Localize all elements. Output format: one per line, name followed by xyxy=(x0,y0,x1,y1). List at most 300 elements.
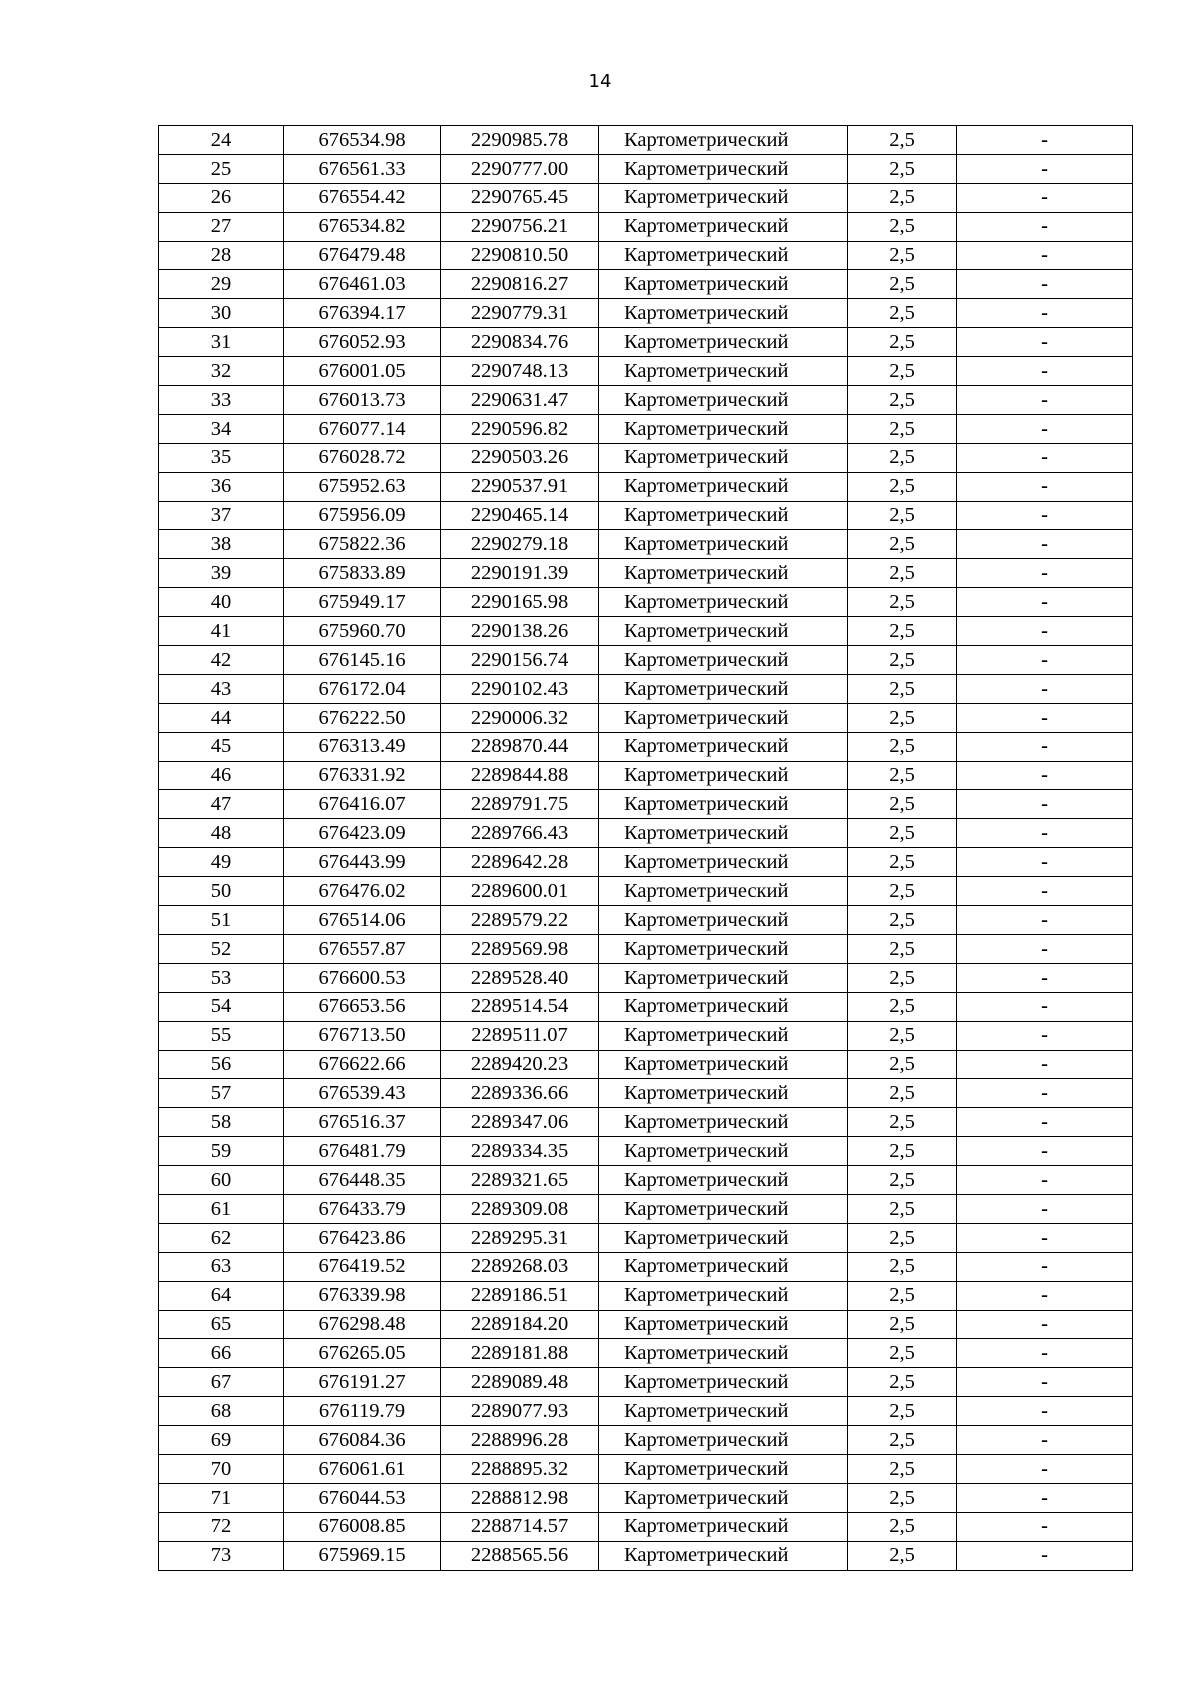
table-row xyxy=(159,646,1133,675)
method-cell: Картометрический xyxy=(599,703,848,732)
x-coordinate-cell: 676557.87 xyxy=(284,934,441,963)
point-number-cell: 47 xyxy=(159,790,284,819)
note-cell: - xyxy=(957,790,1133,819)
note-cell: - xyxy=(957,1021,1133,1050)
point-number-cell: 53 xyxy=(159,963,284,992)
y-coordinate-cell: 2289579.22 xyxy=(441,906,599,935)
table-row xyxy=(159,1397,1133,1426)
note-cell: - xyxy=(957,472,1133,501)
table-row xyxy=(159,877,1133,906)
note-cell: - xyxy=(957,761,1133,790)
note-cell: - xyxy=(957,328,1133,357)
y-coordinate-cell: 2289186.51 xyxy=(441,1281,599,1310)
note-cell: - xyxy=(957,1397,1133,1426)
method-cell: Картометрический xyxy=(599,443,848,472)
x-coordinate-cell: 676416.07 xyxy=(284,790,441,819)
coordinates-table xyxy=(158,125,1133,1571)
note-cell: - xyxy=(957,588,1133,617)
y-coordinate-cell: 2290985.78 xyxy=(441,126,599,155)
point-number-cell: 68 xyxy=(159,1397,284,1426)
point-number-cell: 51 xyxy=(159,906,284,935)
x-coordinate-cell: 676044.53 xyxy=(284,1483,441,1512)
x-coordinate-cell: 676145.16 xyxy=(284,646,441,675)
x-coordinate-cell: 676554.42 xyxy=(284,183,441,212)
x-coordinate-cell: 676516.37 xyxy=(284,1108,441,1137)
x-coordinate-cell: 676423.86 xyxy=(284,1223,441,1252)
point-number-cell: 48 xyxy=(159,819,284,848)
table-row xyxy=(159,212,1133,241)
x-coordinate-cell: 676052.93 xyxy=(284,328,441,357)
method-cell: Картометрический xyxy=(599,963,848,992)
point-number-cell: 46 xyxy=(159,761,284,790)
table-row xyxy=(159,1166,1133,1195)
y-coordinate-cell: 2290779.31 xyxy=(441,299,599,328)
point-number-cell: 41 xyxy=(159,617,284,646)
table-row xyxy=(159,761,1133,790)
point-number-cell: 55 xyxy=(159,1021,284,1050)
accuracy-cell: 2,5 xyxy=(848,299,957,328)
method-cell: Картометрический xyxy=(599,241,848,270)
table-row xyxy=(159,270,1133,299)
method-cell: Картометрический xyxy=(599,588,848,617)
note-cell: - xyxy=(957,1281,1133,1310)
accuracy-cell: 2,5 xyxy=(848,357,957,386)
y-coordinate-cell: 2288812.98 xyxy=(441,1483,599,1512)
accuracy-cell: 2,5 xyxy=(848,154,957,183)
note-cell: - xyxy=(957,126,1133,155)
table-row xyxy=(159,559,1133,588)
accuracy-cell: 2,5 xyxy=(848,386,957,415)
table-row xyxy=(159,617,1133,646)
note-cell: - xyxy=(957,1310,1133,1339)
table-row xyxy=(159,357,1133,386)
note-cell: - xyxy=(957,1252,1133,1281)
table-row xyxy=(159,443,1133,472)
accuracy-cell: 2,5 xyxy=(848,1021,957,1050)
y-coordinate-cell: 2289642.28 xyxy=(441,848,599,877)
x-coordinate-cell: 676443.99 xyxy=(284,848,441,877)
method-cell: Картометрический xyxy=(599,646,848,675)
accuracy-cell: 2,5 xyxy=(848,1137,957,1166)
table-row xyxy=(159,934,1133,963)
accuracy-cell: 2,5 xyxy=(848,1223,957,1252)
y-coordinate-cell: 2290102.43 xyxy=(441,674,599,703)
note-cell: - xyxy=(957,1108,1133,1137)
y-coordinate-cell: 2289077.93 xyxy=(441,1397,599,1426)
note-cell: - xyxy=(957,559,1133,588)
method-cell: Картометрический xyxy=(599,617,848,646)
accuracy-cell: 2,5 xyxy=(848,617,957,646)
y-coordinate-cell: 2290465.14 xyxy=(441,501,599,530)
y-coordinate-cell: 2289420.23 xyxy=(441,1050,599,1079)
point-number-cell: 57 xyxy=(159,1079,284,1108)
method-cell: Картометрический xyxy=(599,212,848,241)
method-cell: Картометрический xyxy=(599,357,848,386)
point-number-cell: 52 xyxy=(159,934,284,963)
method-cell: Картометрический xyxy=(599,790,848,819)
y-coordinate-cell: 2290279.18 xyxy=(441,530,599,559)
point-number-cell: 62 xyxy=(159,1223,284,1252)
table-row xyxy=(159,1281,1133,1310)
point-number-cell: 37 xyxy=(159,501,284,530)
point-number-cell: 59 xyxy=(159,1137,284,1166)
x-coordinate-cell: 676448.35 xyxy=(284,1166,441,1195)
point-number-cell: 43 xyxy=(159,674,284,703)
method-cell: Картометрический xyxy=(599,414,848,443)
method-cell: Картометрический xyxy=(599,848,848,877)
accuracy-cell: 2,5 xyxy=(848,1368,957,1397)
point-number-cell: 70 xyxy=(159,1454,284,1483)
method-cell: Картометрический xyxy=(599,1512,848,1541)
point-number-cell: 72 xyxy=(159,1512,284,1541)
x-coordinate-cell: 676222.50 xyxy=(284,703,441,732)
accuracy-cell: 2,5 xyxy=(848,1483,957,1512)
x-coordinate-cell: 675949.17 xyxy=(284,588,441,617)
note-cell: - xyxy=(957,183,1133,212)
method-cell: Картометрический xyxy=(599,1108,848,1137)
point-number-cell: 34 xyxy=(159,414,284,443)
point-number-cell: 32 xyxy=(159,357,284,386)
accuracy-cell: 2,5 xyxy=(848,963,957,992)
method-cell: Картометрический xyxy=(599,270,848,299)
method-cell: Картометрический xyxy=(599,877,848,906)
point-number-cell: 24 xyxy=(159,126,284,155)
table-row xyxy=(159,1541,1133,1570)
x-coordinate-cell: 676013.73 xyxy=(284,386,441,415)
note-cell: - xyxy=(957,241,1133,270)
method-cell: Картометрический xyxy=(599,1339,848,1368)
y-coordinate-cell: 2290596.82 xyxy=(441,414,599,443)
x-coordinate-cell: 676481.79 xyxy=(284,1137,441,1166)
y-coordinate-cell: 2290138.26 xyxy=(441,617,599,646)
accuracy-cell: 2,5 xyxy=(848,530,957,559)
x-coordinate-cell: 676298.48 xyxy=(284,1310,441,1339)
table-row xyxy=(159,1050,1133,1079)
method-cell: Картометрический xyxy=(599,1310,848,1339)
x-coordinate-cell: 676423.09 xyxy=(284,819,441,848)
point-number-cell: 31 xyxy=(159,328,284,357)
accuracy-cell: 2,5 xyxy=(848,270,957,299)
y-coordinate-cell: 2290156.74 xyxy=(441,646,599,675)
method-cell: Картометрический xyxy=(599,386,848,415)
method-cell: Картометрический xyxy=(599,732,848,761)
table-row xyxy=(159,1339,1133,1368)
x-coordinate-cell: 676622.66 xyxy=(284,1050,441,1079)
note-cell: - xyxy=(957,1426,1133,1455)
y-coordinate-cell: 2290777.00 xyxy=(441,154,599,183)
method-cell: Картометрический xyxy=(599,1454,848,1483)
table-row xyxy=(159,1454,1133,1483)
point-number-cell: 35 xyxy=(159,443,284,472)
x-coordinate-cell: 676433.79 xyxy=(284,1194,441,1223)
point-number-cell: 65 xyxy=(159,1310,284,1339)
x-coordinate-cell: 676514.06 xyxy=(284,906,441,935)
method-cell: Картометрический xyxy=(599,328,848,357)
y-coordinate-cell: 2290765.45 xyxy=(441,183,599,212)
y-coordinate-cell: 2289514.54 xyxy=(441,992,599,1021)
table-row xyxy=(159,299,1133,328)
point-number-cell: 71 xyxy=(159,1483,284,1512)
accuracy-cell: 2,5 xyxy=(848,1166,957,1195)
table-row xyxy=(159,848,1133,877)
method-cell: Картометрический xyxy=(599,299,848,328)
point-number-cell: 67 xyxy=(159,1368,284,1397)
note-cell: - xyxy=(957,1079,1133,1108)
table-row xyxy=(159,1252,1133,1281)
accuracy-cell: 2,5 xyxy=(848,877,957,906)
method-cell: Картометрический xyxy=(599,1281,848,1310)
table-row xyxy=(159,1194,1133,1223)
table-row xyxy=(159,501,1133,530)
table-row xyxy=(159,906,1133,935)
method-cell: Картометрический xyxy=(599,126,848,155)
method-cell: Картометрический xyxy=(599,1397,848,1426)
y-coordinate-cell: 2288895.32 xyxy=(441,1454,599,1483)
method-cell: Картометрический xyxy=(599,501,848,530)
table-row xyxy=(159,1079,1133,1108)
point-number-cell: 64 xyxy=(159,1281,284,1310)
x-coordinate-cell: 676061.61 xyxy=(284,1454,441,1483)
table-row xyxy=(159,530,1133,559)
y-coordinate-cell: 2290834.76 xyxy=(441,328,599,357)
point-number-cell: 69 xyxy=(159,1426,284,1455)
y-coordinate-cell: 2289766.43 xyxy=(441,819,599,848)
accuracy-cell: 2,5 xyxy=(848,1310,957,1339)
x-coordinate-cell: 676534.98 xyxy=(284,126,441,155)
method-cell: Картометрический xyxy=(599,1483,848,1512)
x-coordinate-cell: 676191.27 xyxy=(284,1368,441,1397)
y-coordinate-cell: 2290165.98 xyxy=(441,588,599,617)
table-row xyxy=(159,1426,1133,1455)
y-coordinate-cell: 2289569.98 xyxy=(441,934,599,963)
x-coordinate-cell: 676394.17 xyxy=(284,299,441,328)
x-coordinate-cell: 676713.50 xyxy=(284,1021,441,1050)
method-cell: Картометрический xyxy=(599,1252,848,1281)
note-cell: - xyxy=(957,154,1133,183)
accuracy-cell: 2,5 xyxy=(848,1397,957,1426)
y-coordinate-cell: 2289336.66 xyxy=(441,1079,599,1108)
x-coordinate-cell: 676028.72 xyxy=(284,443,441,472)
table-row xyxy=(159,386,1133,415)
method-cell: Картометрический xyxy=(599,154,848,183)
table-row xyxy=(159,183,1133,212)
x-coordinate-cell: 676561.33 xyxy=(284,154,441,183)
note-cell: - xyxy=(957,530,1133,559)
note-cell: - xyxy=(957,1339,1133,1368)
y-coordinate-cell: 2288714.57 xyxy=(441,1512,599,1541)
note-cell: - xyxy=(957,1368,1133,1397)
table-row xyxy=(159,790,1133,819)
accuracy-cell: 2,5 xyxy=(848,732,957,761)
accuracy-cell: 2,5 xyxy=(848,646,957,675)
point-number-cell: 40 xyxy=(159,588,284,617)
y-coordinate-cell: 2290748.13 xyxy=(441,357,599,386)
y-coordinate-cell: 2290503.26 xyxy=(441,443,599,472)
y-coordinate-cell: 2288996.28 xyxy=(441,1426,599,1455)
accuracy-cell: 2,5 xyxy=(848,1454,957,1483)
method-cell: Картометрический xyxy=(599,1368,848,1397)
y-coordinate-cell: 2289334.35 xyxy=(441,1137,599,1166)
method-cell: Картометрический xyxy=(599,819,848,848)
point-number-cell: 56 xyxy=(159,1050,284,1079)
accuracy-cell: 2,5 xyxy=(848,1512,957,1541)
accuracy-cell: 2,5 xyxy=(848,501,957,530)
accuracy-cell: 2,5 xyxy=(848,1079,957,1108)
note-cell: - xyxy=(957,1454,1133,1483)
method-cell: Картометрический xyxy=(599,183,848,212)
y-coordinate-cell: 2288565.56 xyxy=(441,1541,599,1570)
method-cell: Картометрический xyxy=(599,906,848,935)
point-number-cell: 26 xyxy=(159,183,284,212)
table-row xyxy=(159,1483,1133,1512)
y-coordinate-cell: 2289184.20 xyxy=(441,1310,599,1339)
note-cell: - xyxy=(957,1194,1133,1223)
table-row xyxy=(159,703,1133,732)
note-cell: - xyxy=(957,1512,1133,1541)
note-cell: - xyxy=(957,1541,1133,1570)
accuracy-cell: 2,5 xyxy=(848,1108,957,1137)
y-coordinate-cell: 2290191.39 xyxy=(441,559,599,588)
y-coordinate-cell: 2289600.01 xyxy=(441,877,599,906)
note-cell: - xyxy=(957,212,1133,241)
accuracy-cell: 2,5 xyxy=(848,183,957,212)
accuracy-cell: 2,5 xyxy=(848,1050,957,1079)
y-coordinate-cell: 2289309.08 xyxy=(441,1194,599,1223)
accuracy-cell: 2,5 xyxy=(848,588,957,617)
point-number-cell: 60 xyxy=(159,1166,284,1195)
method-cell: Картометрический xyxy=(599,934,848,963)
point-number-cell: 50 xyxy=(159,877,284,906)
page-number: 14 xyxy=(588,71,612,92)
point-number-cell: 28 xyxy=(159,241,284,270)
note-cell: - xyxy=(957,1223,1133,1252)
table-row xyxy=(159,963,1133,992)
accuracy-cell: 2,5 xyxy=(848,906,957,935)
point-number-cell: 45 xyxy=(159,732,284,761)
note-cell: - xyxy=(957,963,1133,992)
x-coordinate-cell: 676479.48 xyxy=(284,241,441,270)
table-row xyxy=(159,241,1133,270)
table-body xyxy=(159,126,1133,1571)
x-coordinate-cell: 675952.63 xyxy=(284,472,441,501)
table-row xyxy=(159,819,1133,848)
point-number-cell: 58 xyxy=(159,1108,284,1137)
method-cell: Картометрический xyxy=(599,1166,848,1195)
x-coordinate-cell: 676534.82 xyxy=(284,212,441,241)
accuracy-cell: 2,5 xyxy=(848,992,957,1021)
table-row xyxy=(159,992,1133,1021)
note-cell: - xyxy=(957,703,1133,732)
point-number-cell: 39 xyxy=(159,559,284,588)
y-coordinate-cell: 2289870.44 xyxy=(441,732,599,761)
accuracy-cell: 2,5 xyxy=(848,241,957,270)
accuracy-cell: 2,5 xyxy=(848,819,957,848)
point-number-cell: 54 xyxy=(159,992,284,1021)
point-number-cell: 38 xyxy=(159,530,284,559)
accuracy-cell: 2,5 xyxy=(848,212,957,241)
note-cell: - xyxy=(957,732,1133,761)
accuracy-cell: 2,5 xyxy=(848,443,957,472)
table-row xyxy=(159,1512,1133,1541)
accuracy-cell: 2,5 xyxy=(848,1281,957,1310)
point-number-cell: 73 xyxy=(159,1541,284,1570)
x-coordinate-cell: 676119.79 xyxy=(284,1397,441,1426)
accuracy-cell: 2,5 xyxy=(848,1252,957,1281)
point-number-cell: 36 xyxy=(159,472,284,501)
y-coordinate-cell: 2289268.03 xyxy=(441,1252,599,1281)
point-number-cell: 63 xyxy=(159,1252,284,1281)
table-row xyxy=(159,674,1133,703)
note-cell: - xyxy=(957,617,1133,646)
y-coordinate-cell: 2289321.65 xyxy=(441,1166,599,1195)
note-cell: - xyxy=(957,443,1133,472)
method-cell: Картометрический xyxy=(599,559,848,588)
y-coordinate-cell: 2289844.88 xyxy=(441,761,599,790)
x-coordinate-cell: 676008.85 xyxy=(284,1512,441,1541)
x-coordinate-cell: 676476.02 xyxy=(284,877,441,906)
method-cell: Картометрический xyxy=(599,1137,848,1166)
table-row xyxy=(159,1021,1133,1050)
note-cell: - xyxy=(957,848,1133,877)
y-coordinate-cell: 2289295.31 xyxy=(441,1223,599,1252)
note-cell: - xyxy=(957,414,1133,443)
x-coordinate-cell: 675833.89 xyxy=(284,559,441,588)
accuracy-cell: 2,5 xyxy=(848,472,957,501)
note-cell: - xyxy=(957,386,1133,415)
method-cell: Картометрический xyxy=(599,1541,848,1570)
x-coordinate-cell: 676313.49 xyxy=(284,732,441,761)
table-row xyxy=(159,732,1133,761)
table-row xyxy=(159,154,1133,183)
x-coordinate-cell: 676461.03 xyxy=(284,270,441,299)
note-cell: - xyxy=(957,357,1133,386)
x-coordinate-cell: 676539.43 xyxy=(284,1079,441,1108)
point-number-cell: 61 xyxy=(159,1194,284,1223)
y-coordinate-cell: 2290756.21 xyxy=(441,212,599,241)
accuracy-cell: 2,5 xyxy=(848,1194,957,1223)
note-cell: - xyxy=(957,1166,1133,1195)
table-row xyxy=(159,126,1133,155)
point-number-cell: 44 xyxy=(159,703,284,732)
note-cell: - xyxy=(957,646,1133,675)
x-coordinate-cell: 676084.36 xyxy=(284,1426,441,1455)
accuracy-cell: 2,5 xyxy=(848,703,957,732)
method-cell: Картометрический xyxy=(599,674,848,703)
note-cell: - xyxy=(957,934,1133,963)
table-row xyxy=(159,328,1133,357)
method-cell: Картометрический xyxy=(599,1194,848,1223)
x-coordinate-cell: 676265.05 xyxy=(284,1339,441,1368)
point-number-cell: 25 xyxy=(159,154,284,183)
y-coordinate-cell: 2289791.75 xyxy=(441,790,599,819)
method-cell: Картометрический xyxy=(599,992,848,1021)
note-cell: - xyxy=(957,906,1133,935)
note-cell: - xyxy=(957,1050,1133,1079)
table-row xyxy=(159,414,1133,443)
table-row xyxy=(159,1368,1133,1397)
note-cell: - xyxy=(957,819,1133,848)
x-coordinate-cell: 675969.15 xyxy=(284,1541,441,1570)
point-number-cell: 29 xyxy=(159,270,284,299)
x-coordinate-cell: 676077.14 xyxy=(284,414,441,443)
point-number-cell: 66 xyxy=(159,1339,284,1368)
table-row xyxy=(159,1108,1133,1137)
x-coordinate-cell: 676172.04 xyxy=(284,674,441,703)
y-coordinate-cell: 2289181.88 xyxy=(441,1339,599,1368)
y-coordinate-cell: 2290006.32 xyxy=(441,703,599,732)
accuracy-cell: 2,5 xyxy=(848,328,957,357)
x-coordinate-cell: 675960.70 xyxy=(284,617,441,646)
